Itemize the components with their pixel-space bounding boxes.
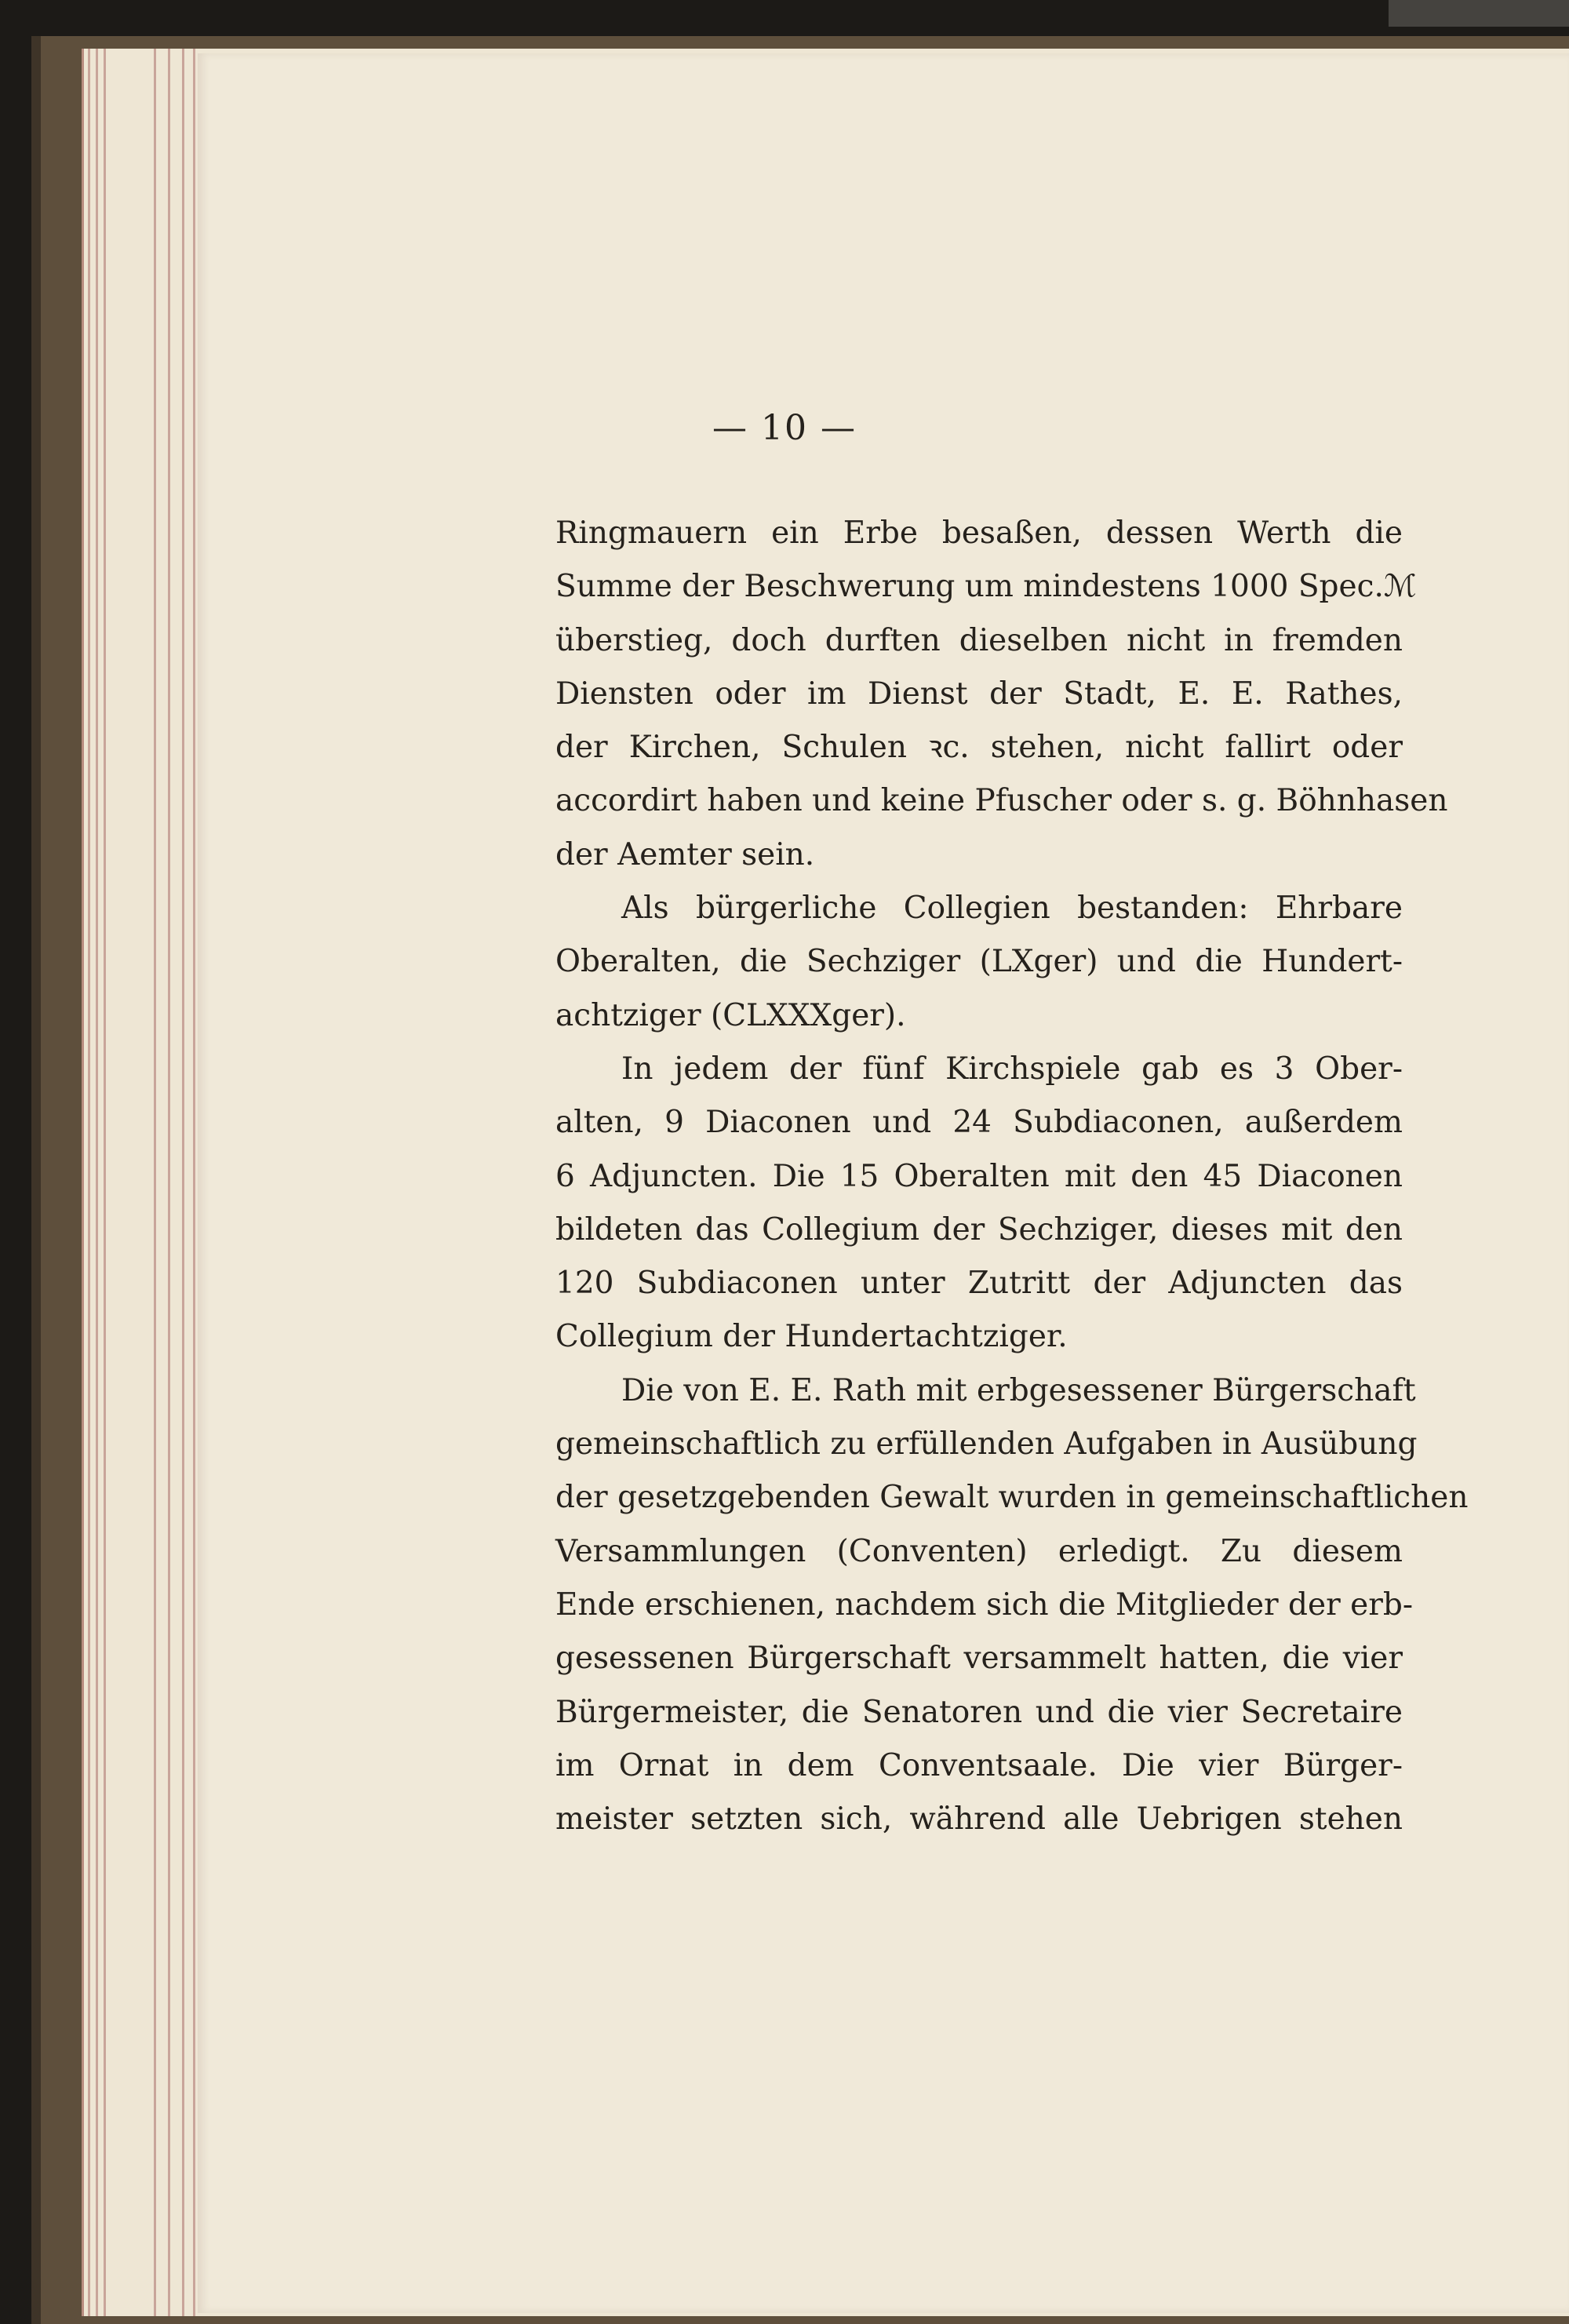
text-line: Ende erschienen, nachdem sich die Mitglieder der erb- [555,1586,1414,1623]
text-line: In jedem der fünf Kirchspiele gab es 3 Ober- [621,1051,1403,1087]
text-line: der gesetzgebenden Gewalt wurden in gemeinschaftlichen [555,1480,1469,1516]
text-line: der Kirchen, Schulen ꝛc. stehen, nicht fallirt oder [555,730,1403,766]
text-line: achtziger (CLXXXger). [555,997,906,1033]
page-edge-line [182,49,184,2316]
page-number: — 10 — [712,408,857,448]
text-line: accordirt haben und keine Pfuscher oder s. g. Böhnhasen [555,783,1448,819]
text-line: Bürgermeister, die Senatoren und die vier Secretaire [555,1694,1403,1730]
scan-clip [1389,0,1569,27]
text-line: Collegium der Hundertachtziger. [555,1319,1068,1355]
text-line: überstieg, doch durften dieselben nicht in fremden [555,622,1403,658]
text-line: Oberalten, die Sechziger (LXger) und die Hundert- [555,944,1403,980]
page-edge-line [88,49,90,2316]
text-line: Versammlungen (Conventen) erledigt. Zu diesem [555,1533,1403,1569]
body-text [555,507,1469,1846]
text-line: Summe der Beschwerung um mindestens 1000 Spec.ℳ [555,569,1417,605]
page-edge-line [168,49,170,2316]
text-line: bildeten das Collegium der Sechziger, dieses mit den [555,1211,1403,1248]
text-line: Als bürgerliche Collegien bestanden: Ehrbare [621,891,1403,927]
text-line: meister setzten sich, während alle Uebrigen stehen [555,1801,1403,1838]
text-line: alten, 9 Diaconen und 24 Subdiaconen, außerdem [555,1105,1403,1141]
page-edge-line [96,49,98,2316]
text-line: im Ornat in dem Conventsaale. Die vier Bürger- [555,1747,1403,1783]
text-line: 120 Subdiaconen unter Zutritt der Adjuncten das [555,1266,1403,1302]
text-line: Ringmauern ein Erbe besaßen, dessen Werth die [555,515,1403,551]
text-line: 6 Adjuncten. Die 15 Oberalten mit den 45 Diaconen [555,1158,1403,1194]
page-edge-line [154,49,156,2316]
cover-board-edge [31,36,41,2324]
page-edge-line [104,49,106,2316]
text-line: Diensten oder im Dienst der Stadt, E. E. Rathes, [555,676,1403,712]
text-line: gemeinschaftlich zu erfüllenden Aufgaben in Ausübung [555,1426,1418,1463]
text-line: gesessenen Bürgerschaft versammelt hatten, die vier [555,1641,1403,1677]
text-line: der Aemter sein. [555,836,815,872]
page-edge-line [193,49,195,2316]
text-line: Die von E. E. Rath mit erbgesessener Bürgerschaft [621,1372,1416,1408]
